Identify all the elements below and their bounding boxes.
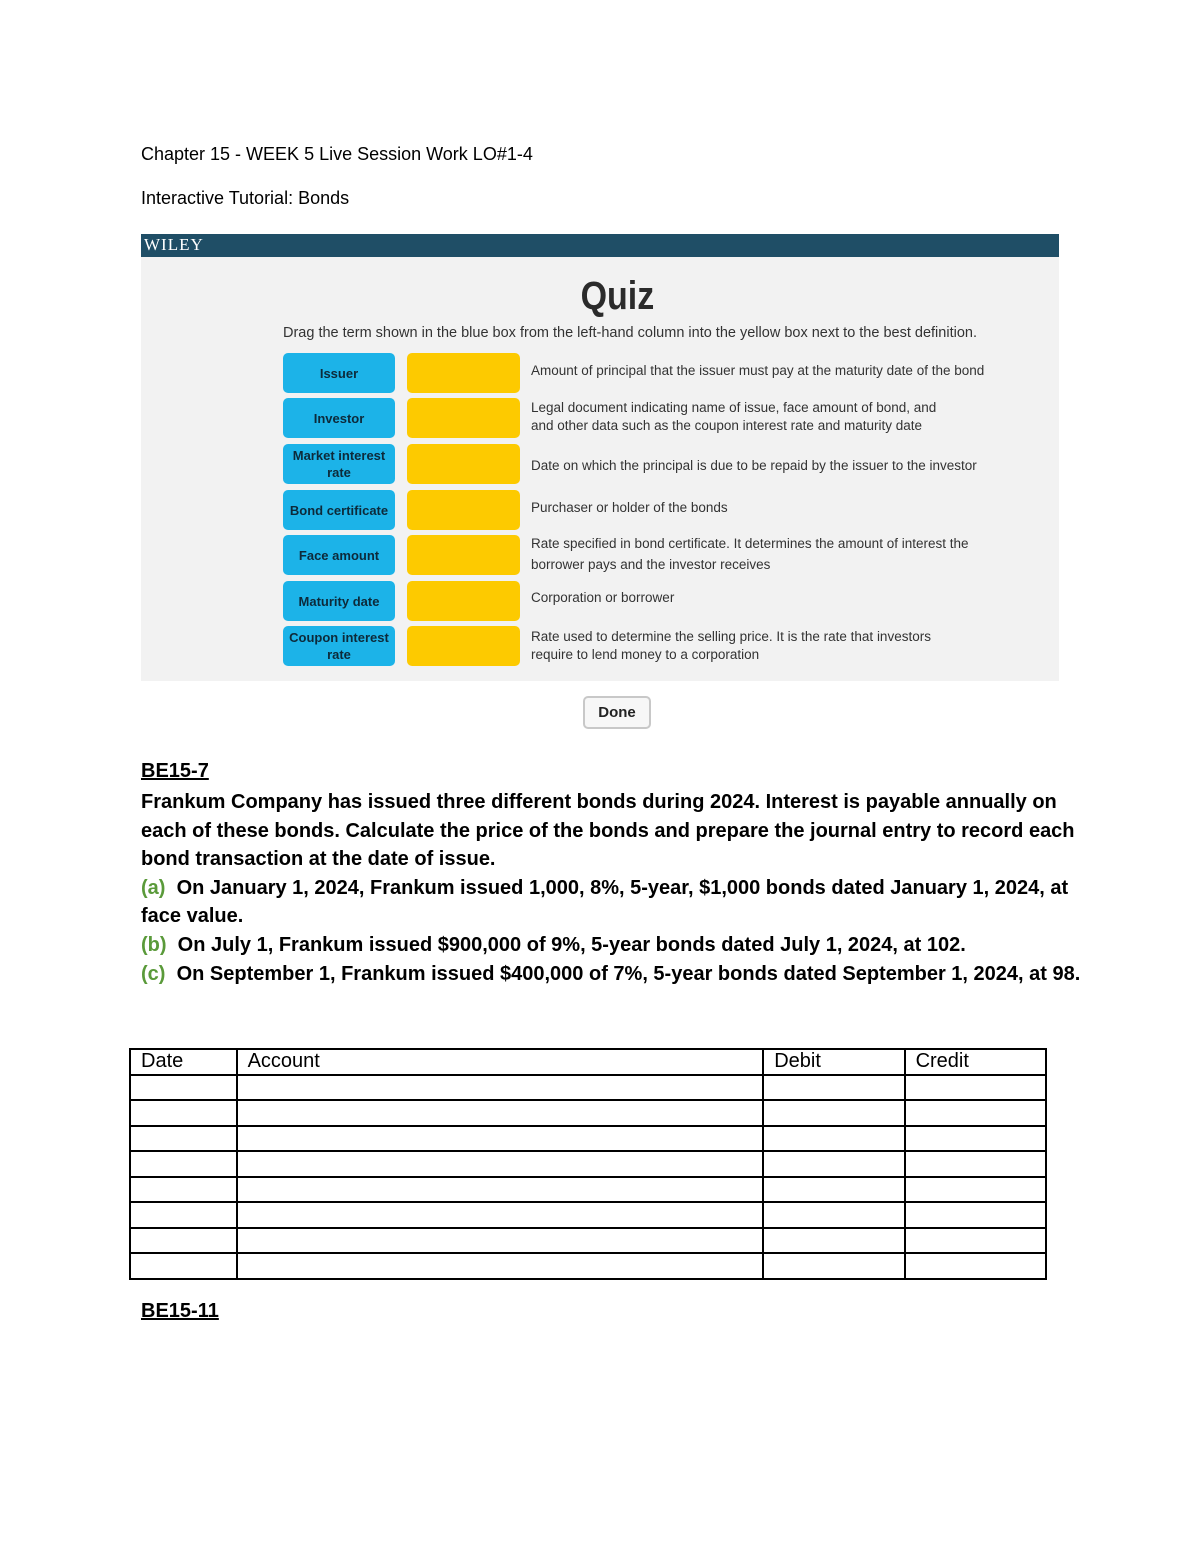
quiz-instructions: Drag the term shown in the blue box from the left-hand column into the yellow box next to the best definition. xyxy=(283,325,977,341)
debit-cell[interactable] xyxy=(763,1202,904,1228)
credit-cell[interactable] xyxy=(905,1202,1046,1228)
debit-cell[interactable] xyxy=(763,1126,904,1152)
account-cell[interactable] xyxy=(237,1151,764,1177)
journal-entry-table xyxy=(129,1048,1047,1280)
definition-6: Corporation or borrower xyxy=(531,590,675,605)
account-cell[interactable] xyxy=(237,1100,764,1126)
header-account: Account xyxy=(237,1049,764,1075)
table-row xyxy=(130,1228,1046,1254)
credit-cell[interactable] xyxy=(905,1151,1046,1177)
account-cell[interactable] xyxy=(237,1202,764,1228)
drop-slot-1[interactable] xyxy=(407,353,520,393)
table-row xyxy=(130,1075,1046,1101)
date-cell[interactable] xyxy=(130,1126,237,1152)
table-row xyxy=(130,1151,1046,1177)
term-bond-certificate[interactable]: Bond certificate xyxy=(283,490,395,530)
date-cell[interactable] xyxy=(130,1228,237,1254)
drop-slot-5[interactable] xyxy=(407,535,520,575)
table-row xyxy=(130,1253,1046,1279)
term-investor[interactable]: Investor xyxy=(283,398,395,438)
term-maturity-date[interactable]: Maturity date xyxy=(283,581,395,621)
credit-cell[interactable] xyxy=(905,1100,1046,1126)
definition-3: Date on which the principal is due to be repaid by the issuer to the investor xyxy=(531,458,977,473)
definition-5: Rate specified in bond certificate. It determines the amount of interest the borrower pays and the investor receives xyxy=(531,536,969,572)
problem-item-a: (a) On January 1, 2024, Frankum issued 1,000, 8%, 5-year, $1,000 bonds dated January 1, 2024, at face value. xyxy=(141,876,1069,928)
debit-cell[interactable] xyxy=(763,1177,904,1203)
date-cell[interactable] xyxy=(130,1177,237,1203)
definition-1: Amount of principal that the issuer must pay at the maturity date of the bond xyxy=(531,363,985,378)
problem-intro: Frankum Company has issued three different bonds during 2024. Interest is payable annually on each of these bonds. Calculate the price of the bonds and prepare the journal entry to record each bond transaction at the date of issue. xyxy=(141,791,1075,871)
date-cell[interactable] xyxy=(130,1151,237,1177)
account-cell[interactable] xyxy=(237,1177,764,1203)
debit-cell[interactable] xyxy=(763,1151,904,1177)
drop-slot-6[interactable] xyxy=(407,581,520,621)
date-cell[interactable] xyxy=(130,1253,237,1279)
term-issuer[interactable]: Issuer xyxy=(283,353,395,393)
account-cell[interactable] xyxy=(237,1126,764,1152)
be15-11-heading: BE15-11 xyxy=(141,1300,219,1322)
drop-slot-3[interactable] xyxy=(407,444,520,484)
quiz-header-bar xyxy=(141,234,1059,257)
credit-cell[interactable] xyxy=(905,1126,1046,1152)
account-cell[interactable] xyxy=(237,1253,764,1279)
done-button[interactable]: Done xyxy=(583,696,651,729)
debit-cell[interactable] xyxy=(763,1228,904,1254)
drop-slot-7[interactable] xyxy=(407,626,520,666)
definition-2: Legal document indicating name of issue, face amount of bond, and and other data such as the coupon interest rate and maturity date xyxy=(531,400,937,433)
definition-7: Rate used to determine the selling price. It is the rate that investors require to lend money to a corporation xyxy=(531,629,931,662)
definition-4: Purchaser or holder of the bonds xyxy=(531,500,728,515)
be15-7-heading: BE15-7 xyxy=(141,760,209,782)
table-row xyxy=(130,1100,1046,1126)
drop-slot-4[interactable] xyxy=(407,490,520,530)
debit-cell[interactable] xyxy=(763,1253,904,1279)
table-row xyxy=(130,1126,1046,1152)
quiz-title: Quiz xyxy=(580,274,655,318)
table-row xyxy=(130,1202,1046,1228)
credit-cell[interactable] xyxy=(905,1228,1046,1254)
be15-7-problem xyxy=(141,788,1081,988)
table-row xyxy=(130,1177,1046,1203)
account-cell[interactable] xyxy=(237,1228,764,1254)
drop-slot-2[interactable] xyxy=(407,398,520,438)
header-date: Date xyxy=(130,1049,237,1075)
account-cell[interactable] xyxy=(237,1075,764,1101)
date-cell[interactable] xyxy=(130,1202,237,1228)
date-cell[interactable] xyxy=(130,1100,237,1126)
credit-cell[interactable] xyxy=(905,1177,1046,1203)
problem-item-b: (b) On July 1, Frankum issued $900,000 of 9%, 5-year bonds dated July 1, 2024, at 102. xyxy=(141,933,966,956)
debit-cell[interactable] xyxy=(763,1075,904,1101)
quiz-panel xyxy=(141,234,1059,681)
header-credit: Credit xyxy=(905,1049,1046,1075)
credit-cell[interactable] xyxy=(905,1253,1046,1279)
term-market-interest-rate[interactable]: Market interest rate xyxy=(283,444,395,484)
document-subtitle: Interactive Tutorial: Bonds xyxy=(141,188,350,208)
date-cell[interactable] xyxy=(130,1075,237,1101)
term-face-amount[interactable]: Face amount xyxy=(283,535,395,575)
wiley-logo: WILEY xyxy=(144,235,204,254)
document-title: Chapter 15 - WEEK 5 Live Session Work LO#1-4 xyxy=(141,144,533,164)
credit-cell[interactable] xyxy=(905,1075,1046,1101)
debit-cell[interactable] xyxy=(763,1100,904,1126)
header-debit: Debit xyxy=(763,1049,904,1075)
journal-header-row xyxy=(130,1049,1046,1075)
problem-item-c: (c) On September 1, Frankum issued $400,000 of 7%, 5-year bonds dated September 1, 2024, at 98. xyxy=(141,962,1081,985)
term-coupon-interest-rate[interactable]: Coupon interest rate xyxy=(283,626,395,666)
